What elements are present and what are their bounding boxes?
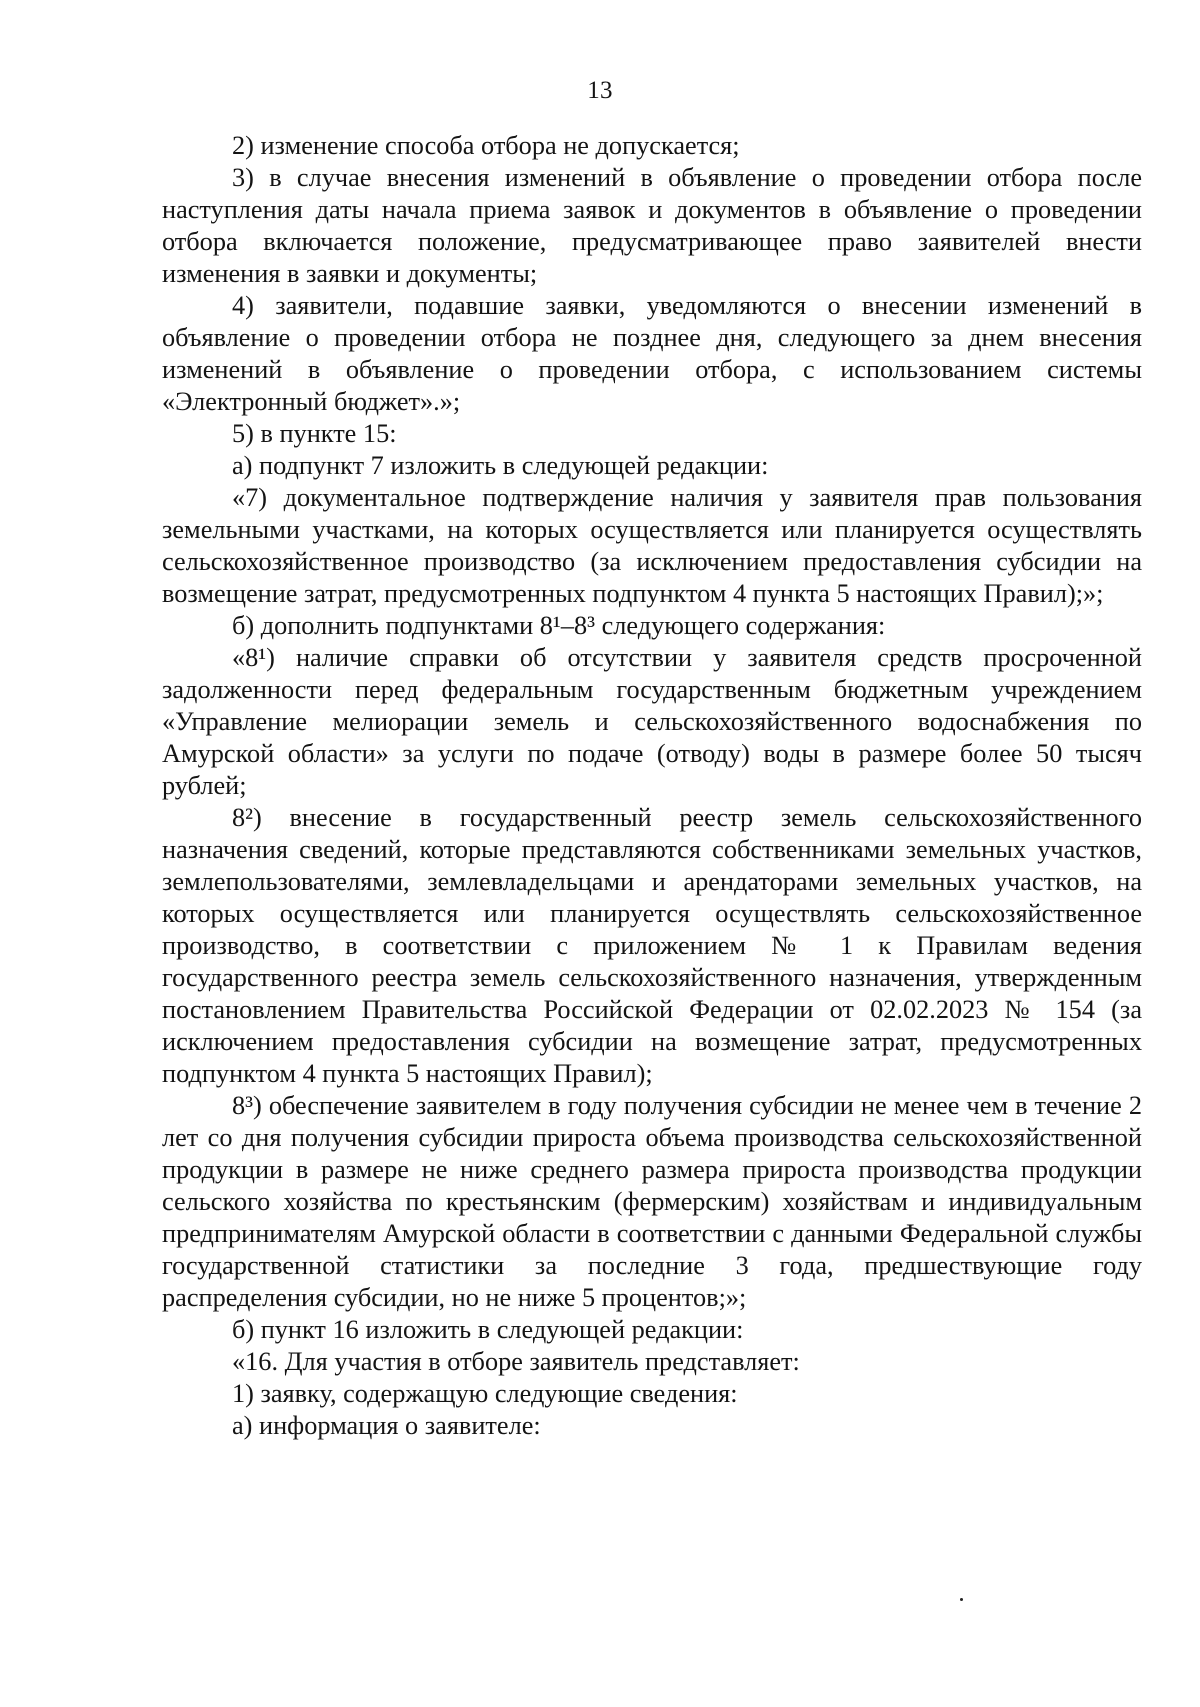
document-body [162,130,1142,1442]
paragraph: «8¹) наличие справки об отсутствии у заявителя средств просроченной задолженности перед федеральным государственным бюджетным учреждением «Управление мелиорации земель и сельскохозяйственного водоснабжения по Амурской области» за услуги по подаче (отводу) воды в размере более 50 тысяч рублей; [162,643,1142,800]
paragraph: а) информация о заявителе: [232,1411,541,1440]
paragraph: 8³) обеспечение заявителем в году получения субсидии не менее чем в течение 2 лет со дня получения субсидии прироста объема производства сельскохозяйственной продукции в размере не ниже среднего размера прироста производства продукции сельского хозяйства по крестьянским (фермерским) хозяйствам и индивидуальным предпринимателям Амурской области в соответствии с данными Федеральной службы государственной статистики за последние 3 года, предшествующие году распределения субсидии, но не ниже 5 процентов;»; [162,1091,1142,1312]
paragraph: б) дополнить подпунктами 8¹–8³ следующего содержания: [232,611,886,640]
paragraph: 4) заявители, подавшие заявки, уведомляются о внесении изменений в объявление о проведении отбора не позднее дня, следующего за днем внесения изменений в объявление о проведении отбора, с использованием системы «Электронный бюджет».»; [162,291,1142,416]
paragraph: 8²) внесение в государственный реестр земель сельскохозяйственного назначения сведений, которые представляются собственниками земельных участков, землепользователями, землевладельцами и арендаторами земельных участков, на которых осуществляется или планируется осуществлять сельскохозяйственное производство, в соответствии с приложением № 1 к Правилам ведения государственного реестра земель сельскохозяйственного назначения, утвержденным постановлением Правительства Российской Федерации от 02.02.2023 № 154 (за исключением предоставления субсидии на возмещение затрат, предусмотренных подпунктом 4 пункта 5 настоящих Правил); [162,803,1142,1088]
paragraph: 1) заявку, содержащую следующие сведения: [232,1379,738,1408]
paragraph: 3) в случае внесения изменений в объявление о проведении отбора после наступления даты начала приема заявок и документов в объявление о проведении отбора включается положение, предусматривающее право заявителей внести изменения в заявки и документы; [162,163,1142,288]
paragraph: 2) изменение способа отбора не допускается; [232,131,740,160]
paragraph: а) подпункт 7 изложить в следующей редакции: [232,451,769,480]
paragraph: «7) документальное подтверждение наличия у заявителя прав пользования земельными участками, на которых осуществляется или планируется осуществлять сельскохозяйственное производство (за исключением предоставления субсидии на возмещение затрат, предусмотренных подпунктом 4 пункта 5 настоящих Правил);»; [162,483,1142,608]
paragraph: 5) в пункте 15: [232,419,397,448]
page-number: 13 [587,77,613,104]
paragraph: «16. Для участия в отборе заявитель представляет: [232,1347,800,1376]
paragraph: б) пункт 16 изложить в следующей редакции: [232,1315,744,1344]
scan-speck [960,1598,963,1601]
